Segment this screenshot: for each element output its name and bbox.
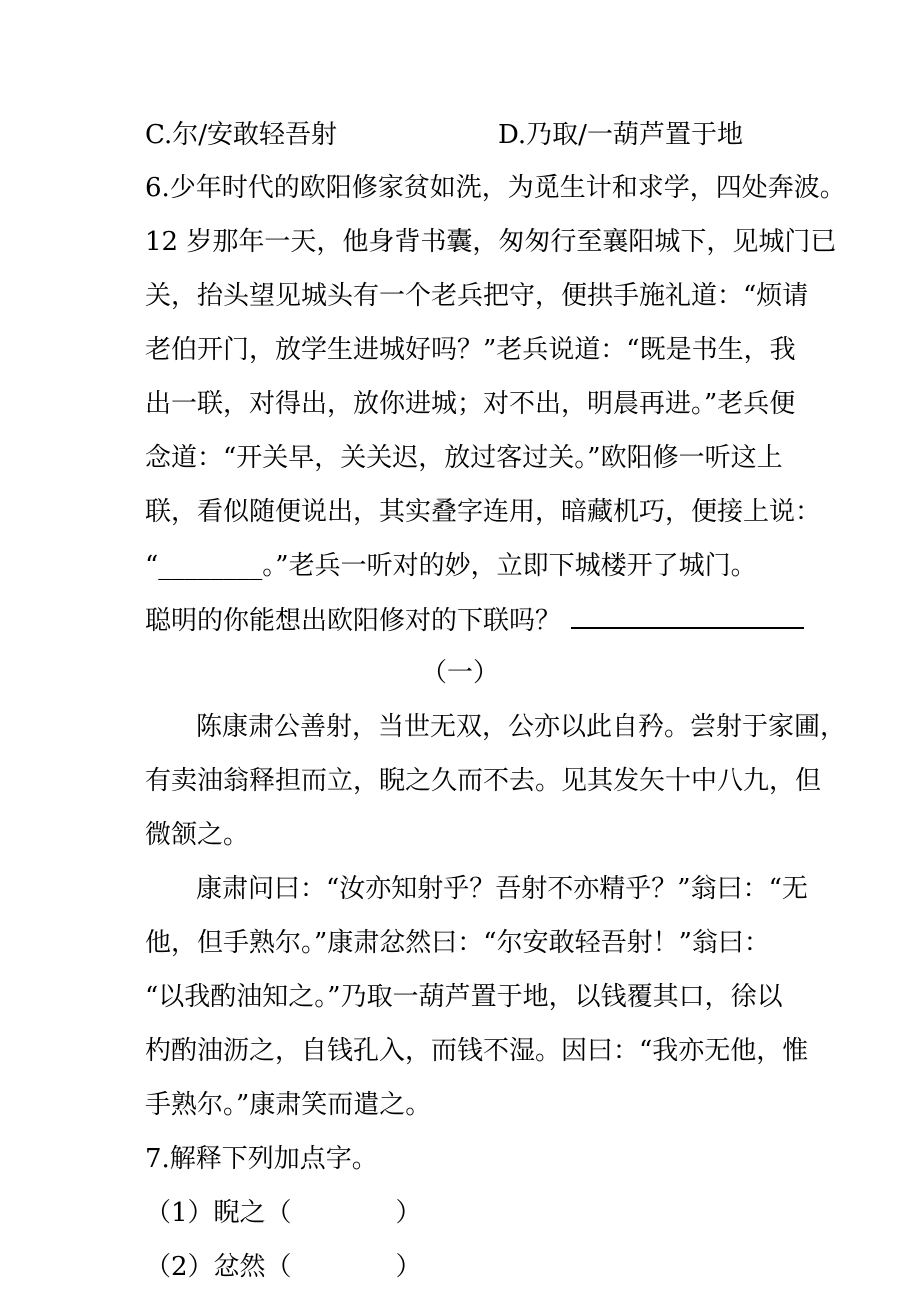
passage-p2-line-4: 杓酌油沥之，自钱孔入，而钱不湿。因曰：“我亦无他，惟 — [145, 1036, 809, 1066]
q6-line-6: 念道：“开关早，关关迟，放过客过关。”欧阳修一听这上 — [145, 443, 783, 473]
q6-question-text: 聪明的你能想出欧阳修对的下联吗？ — [145, 606, 562, 636]
q6-line-3: 关，抬头望见城头有一个老兵把守，便拱手施礼道：“烦请 — [145, 281, 809, 311]
passage-p1-line-1: 陈康肃公善射，当世无双，公亦以此自矜。尝射于家圃， — [196, 712, 847, 742]
q7-title: 7.解释下列加点字。 — [145, 1144, 378, 1174]
q6-line-5: 出一联，对得出，放你进城；对不出，明晨再进。”老兵便 — [145, 389, 796, 419]
q7-item-1: （1）睨之（ ） — [145, 1198, 422, 1228]
q7-item-2: （2）忿然（ ） — [145, 1252, 422, 1282]
passage-p1-line-2: 有卖油翁释担而立，睨之久而不去。见其发矢十中八九，但 — [145, 766, 822, 796]
q6-line-2: 12 岁那年一天，他身背书囊，匆匆行至襄阳城下，见城门已 — [145, 227, 837, 257]
passage-p2-line-1: 康肃问曰：“汝亦知射乎？吾射不亦精乎？”翁曰：“无 — [196, 874, 808, 904]
passage-p2-line-5: 手熟尔。”康肃笑而遣之。 — [145, 1090, 432, 1120]
q6-line-8: “________。”老兵一听对的妙，立即下城楼开了城门。 — [145, 551, 757, 581]
section-title: （一） — [420, 658, 499, 688]
q6-line-7: 联，看似随便说出，其实叠字连用，暗藏机巧，便接上说： — [145, 497, 822, 527]
q6-line-4: 老伯开门，放学生进城好吗？”老兵说道：“既是书生，我 — [145, 335, 796, 365]
q6-line-1: 6.少年时代的欧阳修家贫如洗，为觅生计和求学，四处奔波。 — [145, 173, 846, 203]
passage-p2-line-3: “以我酌油知之。”乃取一葫芦置于地，以钱覆其口，徐以 — [145, 982, 783, 1012]
passage-p2-line-2: 他，但手熟尔。”康肃忿然曰：“尔安敢轻吾射！”翁曰： — [145, 928, 770, 958]
q6-question — [145, 605, 804, 636]
passage-p1-line-3: 微颔之。 — [145, 820, 250, 850]
option-c: C.尔/安敢轻吾射 — [145, 120, 337, 150]
option-d: D.乃取/一葫芦置于地 — [498, 120, 743, 150]
answer-blank[interactable] — [571, 605, 804, 629]
